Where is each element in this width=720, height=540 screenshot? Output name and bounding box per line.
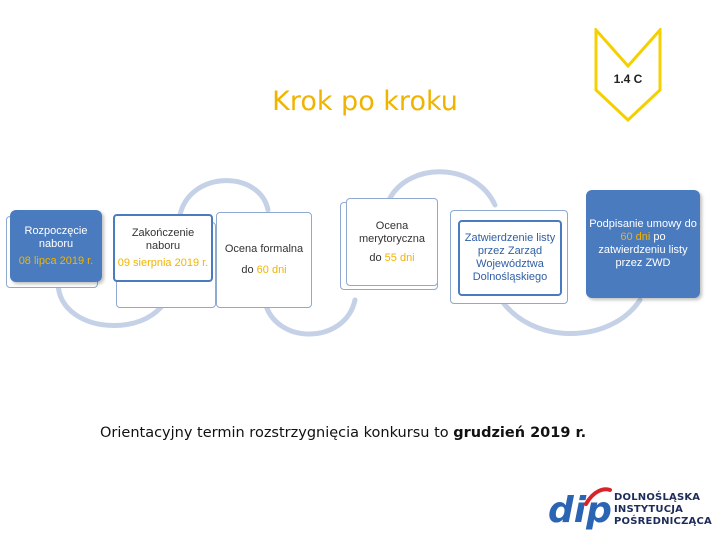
step-4-title: Ocena merytoryczna [358,219,426,245]
step-3-duration-prefix: do [241,264,257,276]
step-4-duration-prefix: do [369,251,385,264]
logo-mark: dip [548,490,612,530]
step-5-title: Zatwierdzenie listy przez Zarząd Województwa Dolnośląskiego [464,232,556,283]
badge-label: 1.4 C [613,72,643,86]
step-3-title: Ocena formalna [224,243,304,255]
step-2-title: Zakończenie naboru [131,226,195,252]
step-6-text [586,218,700,270]
step-1-date: 08 lipca 2019 r. [18,254,94,267]
step-3-duration-value: 60 dni [256,264,287,276]
step-5 [458,220,562,296]
footer-note [100,425,640,441]
step-2-date: 09 sierpnia 2019 r. [117,256,209,269]
dip-logo-icon [546,484,612,530]
logo-line-1: DOLNOŚLĄSKA [614,492,701,503]
step-4 [346,198,438,286]
step-6-text-prefix: Podpisanie umowy do [589,218,697,230]
step-6 [586,190,700,298]
step-2 [113,214,213,282]
step-1 [10,210,102,282]
step-6-text-suffix: po zatwierdzeniu listy przez ZWD [598,231,688,269]
step-6-text-value: 60 dni [620,231,651,243]
footer-text: Orientacyjny termin rozstrzygnięcia konkursu to [100,425,454,441]
page-title: Krok po kroku [272,86,458,117]
step-1-title: Rozpoczęcie naboru [24,224,88,250]
footer-date: grudzień 2019 r. [453,425,587,441]
logo-line-3: POŚREDNICZĄCA [614,516,712,527]
step-3 [216,212,312,308]
step-4-duration [369,252,414,265]
logo-text [614,492,712,528]
step-3-duration [241,264,286,277]
step-4-duration-value: 55 dni [384,251,415,264]
logo-line-2: INSTYTUCJA [614,504,684,515]
